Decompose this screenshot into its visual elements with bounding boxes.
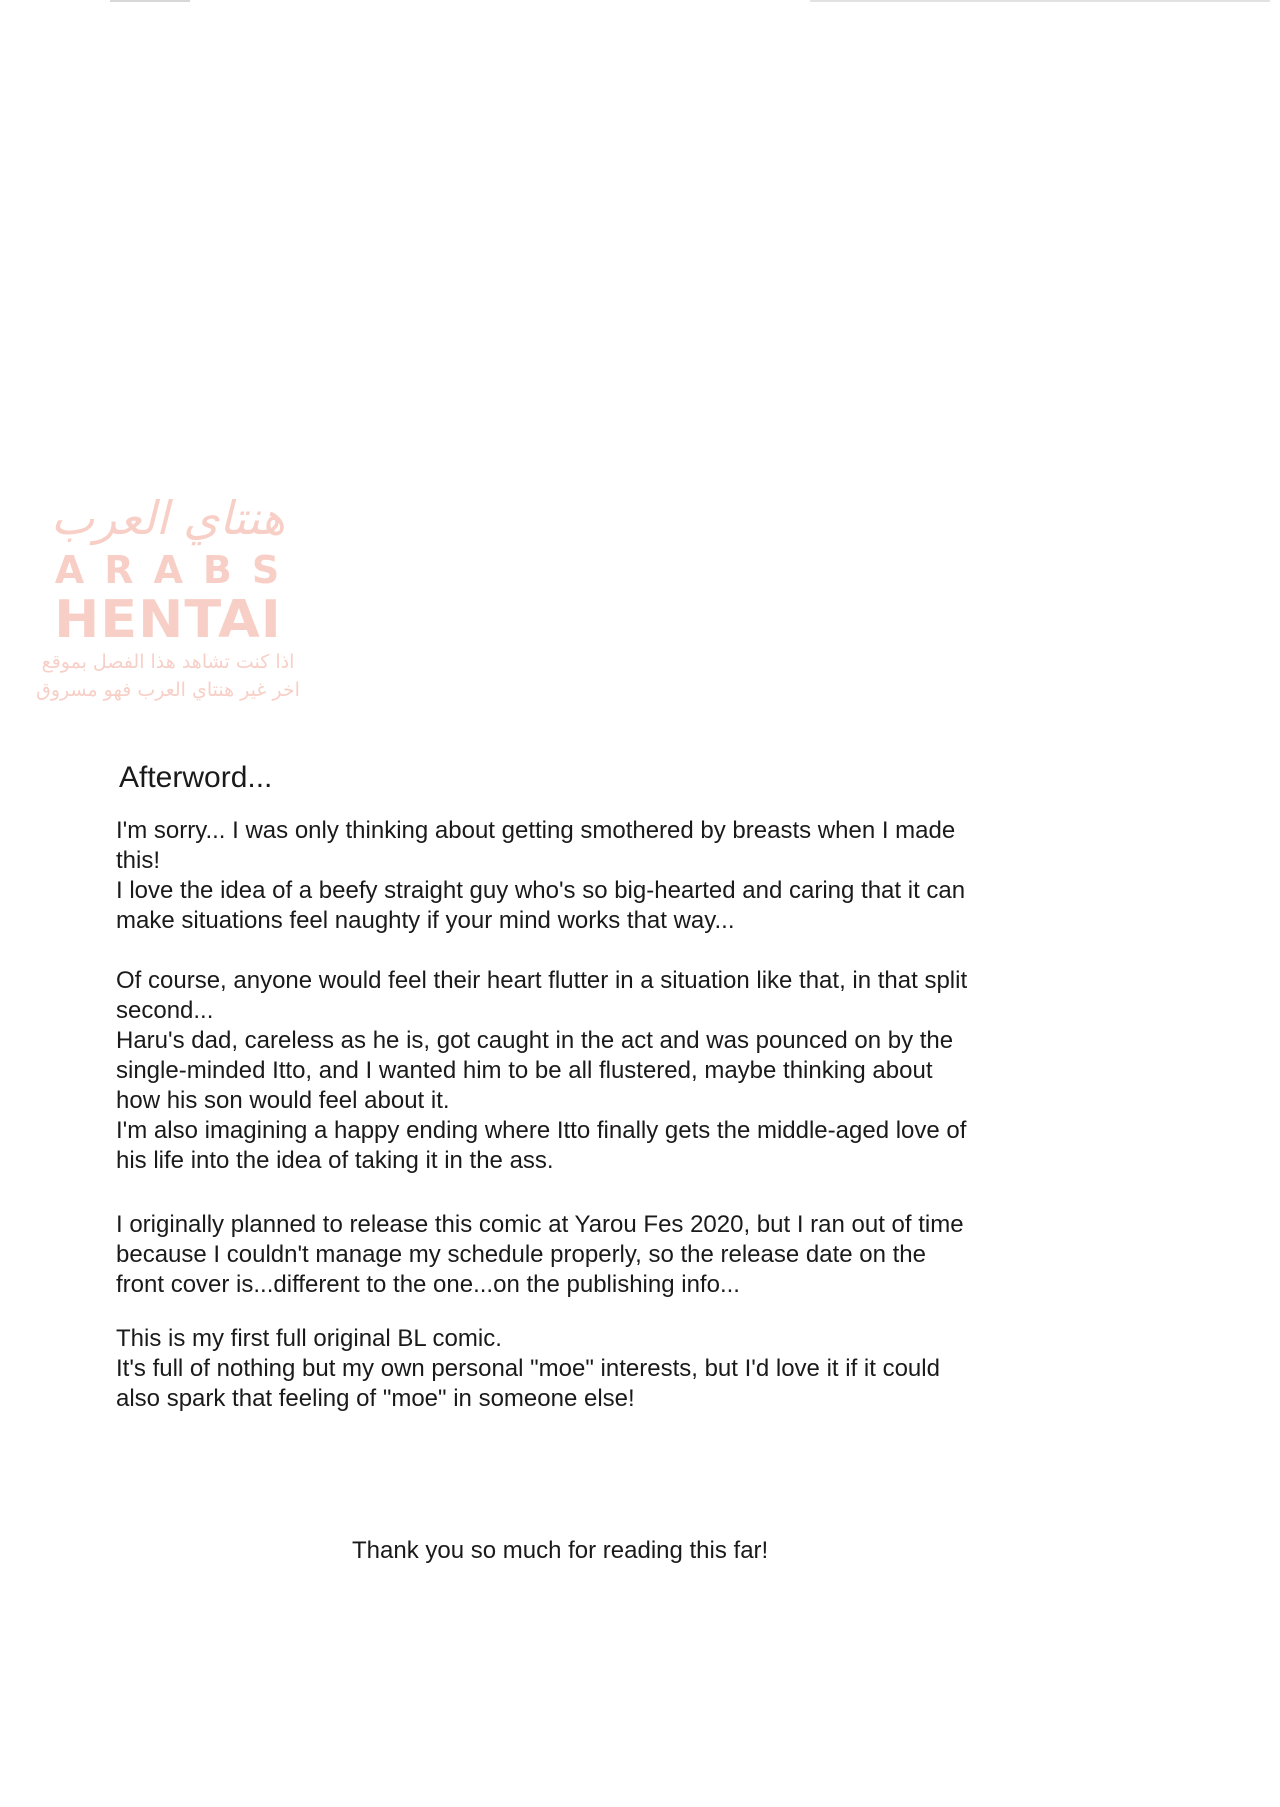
paragraph-line: Of course, anyone would feel their heart flutter in a situation like that, in that split (116, 967, 968, 994)
paragraph-line: also spark that feeling of "moe" in someone else! (116, 1385, 635, 1412)
paragraph-3 (116, 1210, 1016, 1300)
paragraph-line: I love the idea of a beefy straight guy who's so big-hearted and caring that it can (116, 877, 966, 904)
paragraph-line: make situations feel naughty if your mind works that way... (116, 907, 735, 934)
paragraph-line: This is my first full original BL comic. (116, 1325, 502, 1352)
paragraph-line: his life into the idea of taking it in the ass. (116, 1147, 554, 1174)
paragraph-line: because I couldn't manage my schedule properly, so the release date on the (116, 1241, 926, 1268)
paragraph-line: this! (116, 847, 161, 874)
paragraph-4 (116, 1324, 1016, 1414)
watermark-notice-line-2: اخر غير هنتاي العرب فهو مسروق (36, 679, 300, 701)
watermark-notice-line-1: اذا كنت تشاهد هذا الفصل بموقع (41, 651, 295, 673)
paragraph-line: front cover is...different to the one...on the publishing info... (116, 1271, 740, 1298)
watermark-script-logo: هنتاي العرب (50, 491, 286, 545)
paragraph-line: I'm sorry... I was only thinking about getting smothered by breasts when I made (116, 817, 956, 844)
paragraph-line: It's full of nothing but my own personal "moe" interests, but I'd love it if it could (116, 1355, 940, 1382)
paragraph-line: second... (116, 997, 214, 1024)
closing-thanks: Thank you so much for reading this far! (352, 1537, 769, 1564)
scan-edge-mark-right (810, 0, 1270, 2)
paragraph-line: single-minded Itto, and I wanted him to be all flustered, maybe thinking about (116, 1057, 933, 1084)
afterword-heading: Afterword... (119, 761, 273, 794)
paragraph-1 (116, 816, 1016, 936)
paragraph-line: how his son would feel about it. (116, 1087, 450, 1114)
paragraph-line: Haru's dad, careless as he is, got caught in the act and was pounced on by the (116, 1027, 954, 1054)
arabs-hentai-watermark (28, 488, 308, 738)
scan-edge-mark-left (110, 0, 190, 2)
paragraph-gap (116, 1300, 1016, 1324)
paragraph-line: I'm also imagining a happy ending where Itto finally gets the middle-aged love of (116, 1117, 967, 1144)
paragraph-2 (116, 966, 1016, 1176)
paragraph-gap (116, 936, 1016, 966)
watermark-brand-arabs: ARABS (54, 548, 300, 592)
afterword-document (116, 760, 1016, 1414)
paragraph-gap (116, 1176, 1016, 1210)
paragraph-line: I originally planned to release this comic at Yarou Fes 2020, but I ran out of time (116, 1211, 964, 1238)
watermark-brand-hentai: HENTAI (54, 589, 282, 650)
